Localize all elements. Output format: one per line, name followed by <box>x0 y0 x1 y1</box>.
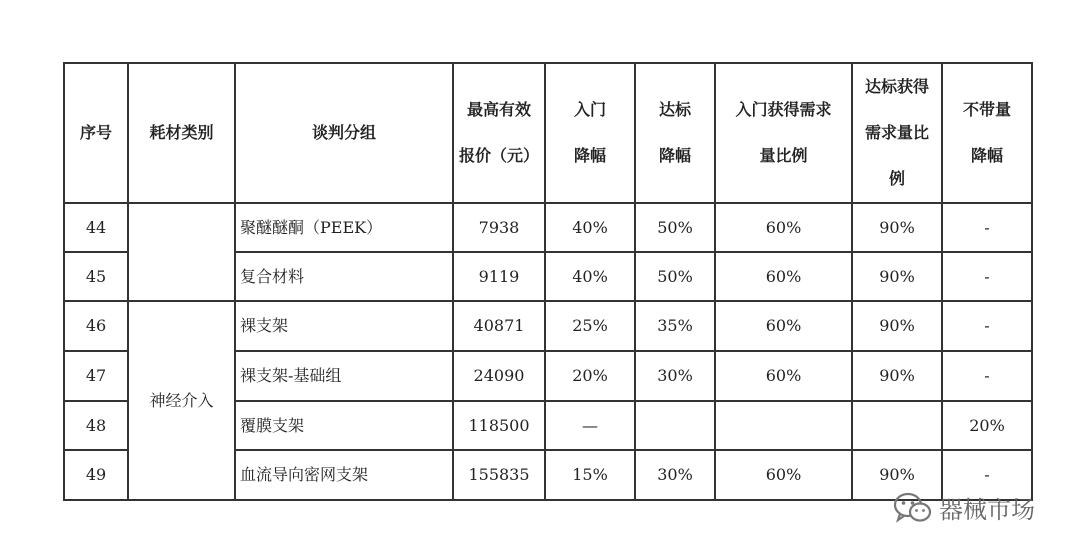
price-cell: 118500 <box>453 401 545 450</box>
table-row <box>64 203 1032 252</box>
price-cell: 9119 <box>453 252 545 301</box>
nonvol-cut-cell: 20% <box>942 401 1032 450</box>
price-cell: 7938 <box>453 203 545 252</box>
header-cell: 入门获得需求 量比例 <box>715 63 852 203</box>
entry-ratio-cell: 60% <box>715 351 852 401</box>
group-cell: 血流导向密网支架 <box>235 450 453 500</box>
target-ratio-cell: 90% <box>852 203 942 252</box>
target-ratio-cell: 90% <box>852 301 942 351</box>
target-ratio-cell <box>852 401 942 450</box>
row-number: 49 <box>64 450 128 500</box>
target-ratio-cell: 90% <box>852 450 942 500</box>
entry-ratio-cell: 60% <box>715 203 852 252</box>
entry-cut-cell: 40% <box>545 203 635 252</box>
entry-cut-cell: 15% <box>545 450 635 500</box>
target-cut-cell: 35% <box>635 301 715 351</box>
group-cell: 聚醚醚酮（PEEK） <box>235 203 453 252</box>
target-cut-cell <box>635 401 715 450</box>
entry-cut-cell: 40% <box>545 252 635 301</box>
table-row <box>64 301 1032 351</box>
wechat-icon <box>893 491 933 525</box>
row-number: 44 <box>64 203 128 252</box>
header-cell: 达标获得 需求量比 例 <box>852 63 942 203</box>
header-cell: 耗材类别 <box>128 63 235 203</box>
nonvol-cut-cell: - <box>942 301 1032 351</box>
nonvol-cut-cell: - <box>942 252 1032 301</box>
target-cut-cell: 30% <box>635 450 715 500</box>
group-cell: 裸支架 <box>235 301 453 351</box>
entry-ratio-cell: 60% <box>715 301 852 351</box>
nonvol-cut-cell: - <box>942 351 1032 401</box>
price-cell: 155835 <box>453 450 545 500</box>
header-cell: 序号 <box>64 63 128 203</box>
entry-cut-cell: 25% <box>545 301 635 351</box>
row-number: 45 <box>64 252 128 301</box>
target-cut-cell: 30% <box>635 351 715 401</box>
group-cell: 裸支架-基础组 <box>235 351 453 401</box>
target-cut-cell: 50% <box>635 203 715 252</box>
watermark-text: 器械市场 <box>939 496 1035 524</box>
watermark <box>893 490 1035 525</box>
entry-cut-cell: — <box>545 401 635 450</box>
target-ratio-cell: 90% <box>852 252 942 301</box>
header-cell: 最高有效 报价（元） <box>453 63 545 203</box>
row-number: 47 <box>64 351 128 401</box>
header-cell: 不带量 降幅 <box>942 63 1032 203</box>
entry-ratio-cell <box>715 401 852 450</box>
nonvol-cut-cell: - <box>942 203 1032 252</box>
price-cell: 40871 <box>453 301 545 351</box>
entry-ratio-cell: 60% <box>715 450 852 500</box>
category-cell <box>128 203 235 301</box>
target-ratio-cell: 90% <box>852 351 942 401</box>
price-cell: 24090 <box>453 351 545 401</box>
entry-ratio-cell: 60% <box>715 252 852 301</box>
header-cell: 达标 降幅 <box>635 63 715 203</box>
entry-cut-cell: 20% <box>545 351 635 401</box>
group-cell: 复合材料 <box>235 252 453 301</box>
group-cell: 覆膜支架 <box>235 401 453 450</box>
table-header-row <box>64 63 1032 203</box>
category-cell: 神经介入 <box>128 301 235 500</box>
target-cut-cell: 50% <box>635 252 715 301</box>
negotiation-table <box>63 62 1033 501</box>
header-cell: 入门 降幅 <box>545 63 635 203</box>
nonvol-cut-cell: - <box>942 450 1032 500</box>
row-number: 48 <box>64 401 128 450</box>
header-cell: 谈判分组 <box>235 63 453 203</box>
row-number: 46 <box>64 301 128 351</box>
